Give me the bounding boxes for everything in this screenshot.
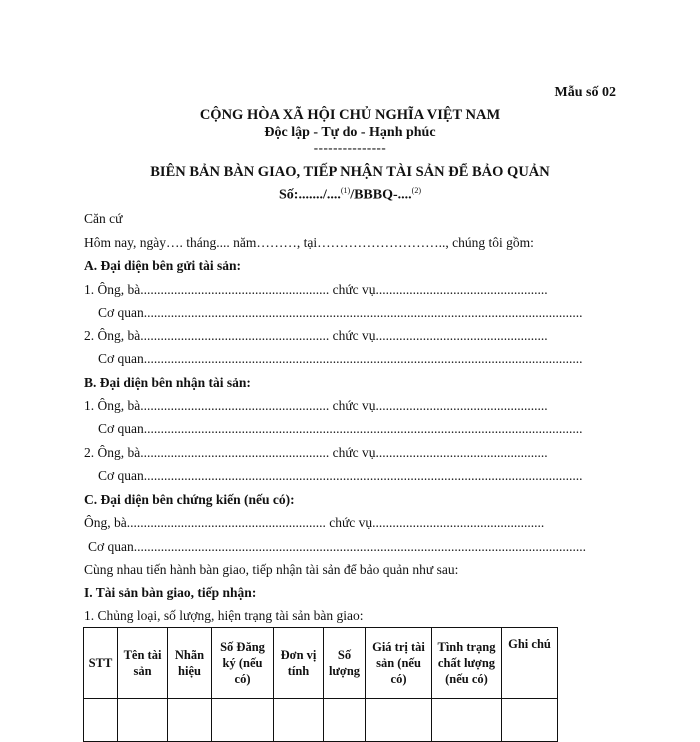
table-row <box>84 699 558 742</box>
section-b-agency2: Cơ quan.................................................................................................................................. <box>98 468 583 483</box>
table-cell[interactable] <box>324 699 366 742</box>
nation-heading: CỘNG HÒA XÃ HỘI CHỦ NGHĨA VIỆT NAM <box>199 107 501 123</box>
section-a-rep2: 2. Ông, bà........................................................ chức vụ................................................... <box>84 328 548 343</box>
table-cell[interactable] <box>274 699 324 742</box>
table-header-cell: Tên tài sản <box>118 628 168 699</box>
section-c-agency: Cơ quan...................................................................................................................................... <box>88 539 587 554</box>
section-b-agency1: Cơ quan.................................................................................................................................. <box>98 421 583 436</box>
section-a-rep1: 1. Ông, bà........................................................ chức vụ................................................... <box>84 282 548 297</box>
table-header-cell: Nhãn hiệu <box>168 628 212 699</box>
today-line: Hôm nay, ngày…. tháng.... năm………, tại……………………….., chúng tôi gồm: <box>84 235 534 250</box>
section-b-rep2: 2. Ông, bà........................................................ chức vụ................................................... <box>84 445 548 460</box>
document-number <box>0 186 700 204</box>
section-a-agency1: Cơ quan.................................................................................................................................. <box>98 305 583 320</box>
section-i-item1: 1. Chủng loại, số lượng, hiện trạng tài sản bàn giao: <box>84 608 364 623</box>
section-b-heading: B. Đại diện bên nhận tài sản: <box>84 375 251 390</box>
table-cell[interactable] <box>366 699 432 742</box>
header-rule: --------------- <box>313 140 387 155</box>
section-c-heading: C. Đại diện bên chứng kiến (nếu có): <box>84 492 295 507</box>
table-header-cell: Đơn vị tính <box>274 628 324 699</box>
table-header-row <box>84 628 558 699</box>
form-number: Mẫu số 02 <box>554 85 616 100</box>
together-line: Cùng nhau tiến hành bàn giao, tiếp nhận tài sản để bảo quản như sau: <box>84 562 459 577</box>
doc-number-prefix: Số:......./.... <box>279 187 341 203</box>
section-i-heading: I. Tài sản bàn giao, tiếp nhận: <box>84 585 257 600</box>
table-header-cell: Số Đăng ký (nếu có) <box>212 628 274 699</box>
table-cell[interactable] <box>212 699 274 742</box>
section-a-heading: A. Đại diện bên gửi tài sản: <box>84 258 241 273</box>
doc-number-ref2: (2) <box>411 186 421 195</box>
table-header-cell: Tình trạng chất lượng (nếu có) <box>432 628 502 699</box>
table-cell[interactable] <box>84 699 118 742</box>
doc-number-middle: /BBBQ-.... <box>350 187 412 203</box>
table-cell[interactable] <box>168 699 212 742</box>
motto: Độc lập - Tự do - Hạnh phúc <box>264 125 436 140</box>
basis-line: Căn cứ <box>84 211 123 226</box>
section-c-rep: Ông, bà........................................................... chức vụ................................................... <box>84 515 545 530</box>
table-header-cell: STT <box>84 628 118 699</box>
table-cell[interactable] <box>118 699 168 742</box>
section-a-agency2: Cơ quan.................................................................................................................................. <box>98 351 583 366</box>
assets-table <box>83 627 558 742</box>
table-cell[interactable] <box>432 699 502 742</box>
table-header-cell: Ghi chú <box>502 628 558 699</box>
table-cell[interactable] <box>502 699 558 742</box>
table-header-cell: Số lượng <box>324 628 366 699</box>
document-title: BIÊN BẢN BÀN GIAO, TIẾP NHẬN TÀI SẢN ĐỂ BẢO QUẢN <box>150 164 550 180</box>
table-header-cell: Giá trị tài sản (nếu có) <box>366 628 432 699</box>
doc-number-ref1: (1) <box>340 186 351 195</box>
section-b-rep1: 1. Ông, bà........................................................ chức vụ................................................... <box>84 398 548 413</box>
